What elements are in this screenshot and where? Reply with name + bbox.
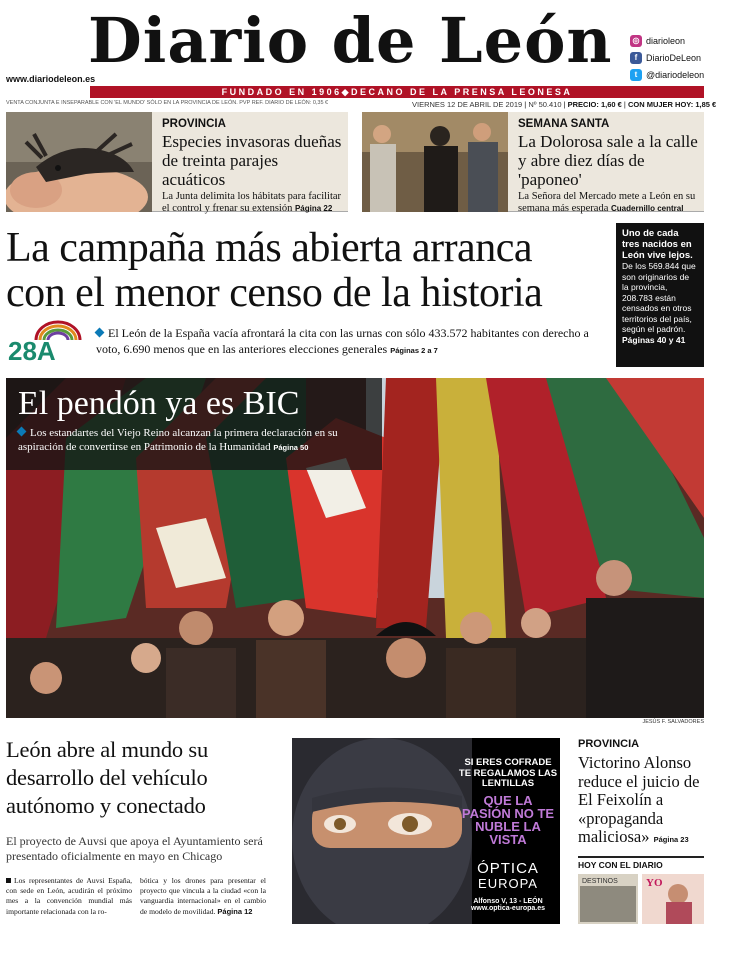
facebook-icon: f bbox=[630, 52, 642, 64]
sidebox-page: Páginas 40 y 41 bbox=[622, 334, 686, 345]
issue-number: Nº 50.410 bbox=[528, 100, 562, 109]
teaser-semana-santa[interactable] bbox=[362, 112, 704, 212]
mag-destinos: DESTINOS bbox=[582, 878, 618, 885]
main-deck-text: El León de la España vacía afrontará la cita con las urnas con sólo 433.572 habitantes con derecho a voto, 6.690 menos que en las anteriores elecciones generales bbox=[96, 326, 589, 356]
issue-price-extra: CON MUJER HOY: 1,85 € bbox=[627, 100, 717, 109]
main-headline[interactable] bbox=[6, 226, 610, 316]
hoy-title: HOY CON EL DIARIO bbox=[578, 860, 663, 870]
teaser-page: Cuadernillo central bbox=[611, 204, 684, 213]
ad-web[interactable]: www.optica-europa.es bbox=[470, 904, 546, 912]
photo-headline: El pendón ya es BIC bbox=[18, 385, 300, 422]
ad-address: Alfonso V, 13 - LEÓN bbox=[473, 897, 543, 905]
optica-europa-ad[interactable] bbox=[292, 738, 560, 924]
bottom-column-2: bótica y los drones para presentar el proyecto que vincula a la ciudad «con la vanguardia internacional» en el cambio de modelo de movilidad. Página 12 bbox=[140, 876, 266, 916]
social-facebook[interactable] bbox=[630, 49, 748, 66]
teaser-deck: La Junta delimita los hábitats para facilitar el control y frenar su extensión Página 22 bbox=[162, 191, 342, 214]
elections-28a-logo bbox=[6, 320, 90, 364]
bottom-page: Página 12 bbox=[217, 906, 253, 916]
logo-text: 28A bbox=[8, 336, 56, 364]
social-links bbox=[630, 32, 748, 83]
instagram-icon: ◎ bbox=[630, 35, 642, 47]
teaser-page: Página 22 bbox=[294, 204, 333, 213]
twitter-icon: t bbox=[630, 69, 642, 81]
side-story[interactable] bbox=[578, 738, 704, 850]
social-instagram[interactable] bbox=[630, 32, 748, 49]
photo-deck: Los estandartes del Viejo Reino alcanzan la primera declaración en su aspiración de convertirse en Patrimonio de la Humanidad Página 50 bbox=[18, 427, 338, 453]
main-deck bbox=[96, 325, 608, 359]
crayfish-photo bbox=[6, 112, 152, 212]
masthead-title: Diario de León bbox=[88, 4, 613, 77]
facebook-handle: DiarioDeLeon bbox=[646, 52, 702, 63]
bottom-column-1: Los representantes de Auvsi España, con sede en León, acudirán el próximo mes a la convención mundial más importante relacionada con la ro- bbox=[6, 876, 132, 916]
instagram-handle: diarioleon bbox=[646, 35, 686, 46]
sidebox-body: De los 569.844 que son originarios de la provincia, 208.783 están censados en otros territorios del país, según el padrón. bbox=[622, 261, 696, 334]
census-sidebox[interactable] bbox=[616, 223, 704, 367]
issue-date: VIERNES 12 DE ABRIL DE 2019 bbox=[412, 100, 523, 109]
ad-brand-2: EUROPA bbox=[478, 875, 538, 891]
mag-yo: YO bbox=[646, 877, 663, 889]
bottom-deck: El proyecto de Auvsi que apoya el Ayuntamiento será presentado oficialmente en mayo en Chicago bbox=[6, 834, 263, 863]
main-page: Páginas 2 a 7 bbox=[390, 346, 438, 355]
twitter-handle: @diariodeleon bbox=[646, 69, 705, 80]
side-page: Página 23 bbox=[653, 835, 689, 844]
sidebox-lead: Uno de cada tres nacidos en León vive lejos. bbox=[622, 228, 693, 261]
photo-headline-box[interactable] bbox=[6, 378, 382, 470]
side-headline: Victorino Alonso reduce el juicio de El Feixolín a «propaganda maliciosa» Página 23 bbox=[578, 753, 700, 846]
hooded-face-photo bbox=[292, 738, 472, 924]
legal-notice: VENTA CONJUNTA E INSEPARABLE CON 'EL MUNDO' SÓLO EN LA PROVINCIA DE LEÓN. PVP REF. DIARIO DE LEÓN: 0,35 € bbox=[6, 100, 329, 106]
teaser-section: SEMANA SANTA bbox=[518, 118, 610, 130]
side-section: PROVINCIA bbox=[578, 738, 640, 750]
ad-brand-1: ÓPTICA bbox=[477, 859, 539, 877]
bottom-headline[interactable]: León abre al mundo su desarrollo del vehículo autónomo y conectado bbox=[6, 737, 208, 818]
founded-bar: FUNDADO EN 1906◆DECANO DE LA PRENSA LEONESA bbox=[90, 86, 704, 98]
teaser-headline[interactable]: La Dolorosa sale a la calle y abre diez días de 'paponeo' bbox=[518, 132, 698, 189]
main-headline-line-1: La campaña más abierta arranca bbox=[6, 225, 532, 271]
ad-line-1: SI ERES COFRADE TE REGALAMOS LAS LENTILLAS bbox=[458, 757, 558, 789]
supplements-thumbnails bbox=[578, 872, 704, 924]
issue-price: PRECIO: 1,60 € bbox=[567, 100, 622, 109]
teaser-deck: La Señora del Mercado mete a León en su semana más esperada Cuadernillo central bbox=[518, 191, 696, 214]
photo-credit: JESÚS F. SALVADORES bbox=[642, 719, 704, 725]
square-bullet-icon bbox=[6, 878, 11, 883]
dolorosa-photo bbox=[362, 112, 508, 212]
diamond-bullet-icon bbox=[17, 427, 27, 437]
teaser-provincia[interactable] bbox=[6, 112, 348, 212]
dateline: VIERNES 12 DE ABRIL DE 2019 | Nº 50.410 | PRECIO: 1,60 € | CON MUJER HOY: 1,85 € bbox=[412, 100, 717, 109]
social-twitter[interactable] bbox=[630, 66, 748, 83]
diamond-bullet-icon bbox=[95, 328, 105, 338]
teaser-section: PROVINCIA bbox=[162, 118, 226, 130]
hoy-con-el-diario[interactable] bbox=[578, 856, 704, 924]
photo-page: Página 50 bbox=[273, 443, 309, 452]
ad-line-2: QUE LA PASIÓN NO TE NUBLE LA VISTA bbox=[461, 792, 555, 847]
teaser-headline[interactable]: Especies invasoras dueñas de treinta parajes acuáticos bbox=[162, 132, 342, 189]
website-link[interactable]: www.diariodeleon.es bbox=[6, 74, 96, 84]
main-headline-line-2: con el menor censo de la historia bbox=[6, 270, 543, 316]
